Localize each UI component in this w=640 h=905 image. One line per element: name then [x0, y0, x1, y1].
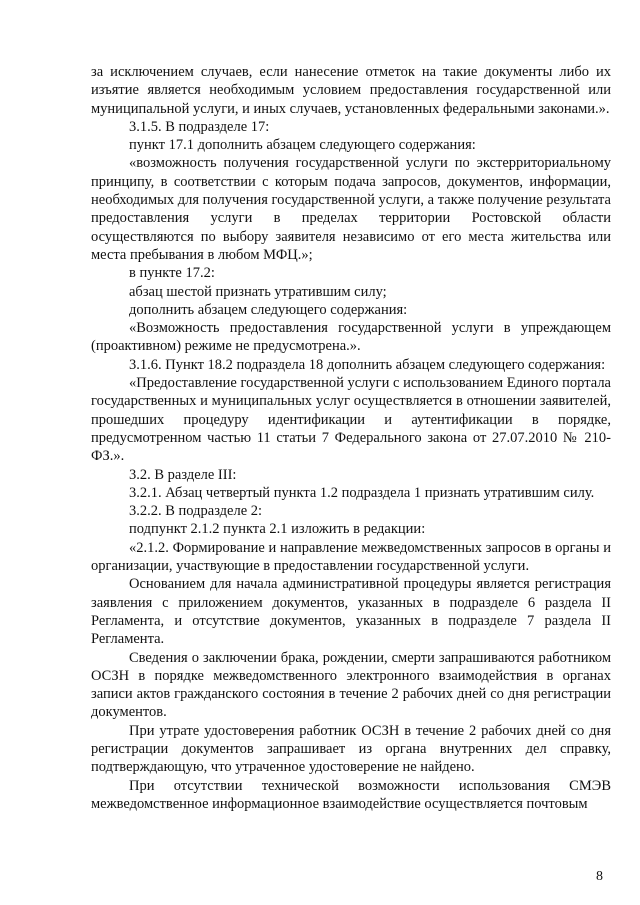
paragraph: «возможность получения государственной услуги по экстерриториальному принципу, в соответствии с которым подача запросов, документов, информации, необходимых для получения государственной услуги, а также получение результата предоставления услуги в пределах территории Ростовской области осуществляются по выбору заявителя независимо от его места жительства или места пребывания в любом МФЦ.»;	[91, 155, 611, 263]
paragraph: 3.2.2. В подразделе 2:	[129, 503, 263, 520]
paragraph: Сведения о заключении брака, рождении, смерти запрашиваются работником ОСЗН в порядке межведомственного электронного взаимодействия в органах записи актов гражданского состояния в течение 2 рабочих дней со дня регистрации документов.	[91, 649, 611, 721]
paragraph: абзац шестой признать утратившим силу;	[129, 283, 387, 300]
paragraph: в пункте 17.2:	[129, 265, 215, 282]
paragraph: подпункт 2.1.2 пункта 2.1 изложить в редакции:	[129, 521, 426, 538]
paragraph: за исключением случаев, если нанесение отметок на такие документы либо их изъятие является необходимым условием предоставления государственной или муниципальной услуги, и иных случаев, установленных федеральными законами.».	[91, 64, 611, 117]
paragraph: пункт 17.1 дополнить абзацем следующего содержания:	[129, 137, 476, 154]
paragraph: дополнить абзацем следующего содержания:	[129, 301, 408, 318]
document-body	[91, 63, 611, 813]
paragraph: При отсутствии технической возможности использования СМЭВ межведомственное информационное взаимодействие осуществляется почтовым	[91, 777, 611, 812]
paragraph: При утрате удостоверения работник ОСЗН в течение 2 рабочих дней со дня регистрации документов запрашивает из органа внутренних дел справку, подтверждающую, что утраченное удостоверение не найдено.	[91, 722, 611, 776]
paragraph: 3.2. В разделе III:	[129, 466, 237, 483]
paragraph: 3.2.1. Абзац четвертый пункта 1.2 подраздела 1 признать утратившим силу.	[129, 484, 595, 501]
paragraph: «Предоставление государственной услуги с использованием Единого портала государственных и муниципальных услуг осуществляется в отношении заявителей, прошедших процедуру идентификации и аутентификации в порядке, предусмотренном частью 11 статьи 7 Федерального закона от 27.07.2010 № 210-ФЗ.».	[91, 375, 611, 465]
paragraph: «Возможность предоставления государственной услуги в упреждающем (проактивном) режиме не предусмотрена.».	[91, 320, 611, 355]
paragraph: «2.1.2. Формирование и направление межведомственных запросов в органы и организации, участвующие в предоставлении государственной услуги.	[91, 539, 611, 575]
page-number: 8	[596, 869, 603, 884]
paragraph: 3.1.5. В подразделе 17:	[129, 118, 270, 135]
paragraph: Основанием для начала административной процедуры является регистрация заявления с приложением документов, указанных в подразделе 6 раздела II Регламента, и отсутствие документов, указанных в подразделе 7 раздела II Регламента.	[91, 576, 611, 648]
paragraph: 3.1.6. Пункт 18.2 подраздела 18 дополнить абзацем следующего содержания:	[129, 356, 606, 373]
